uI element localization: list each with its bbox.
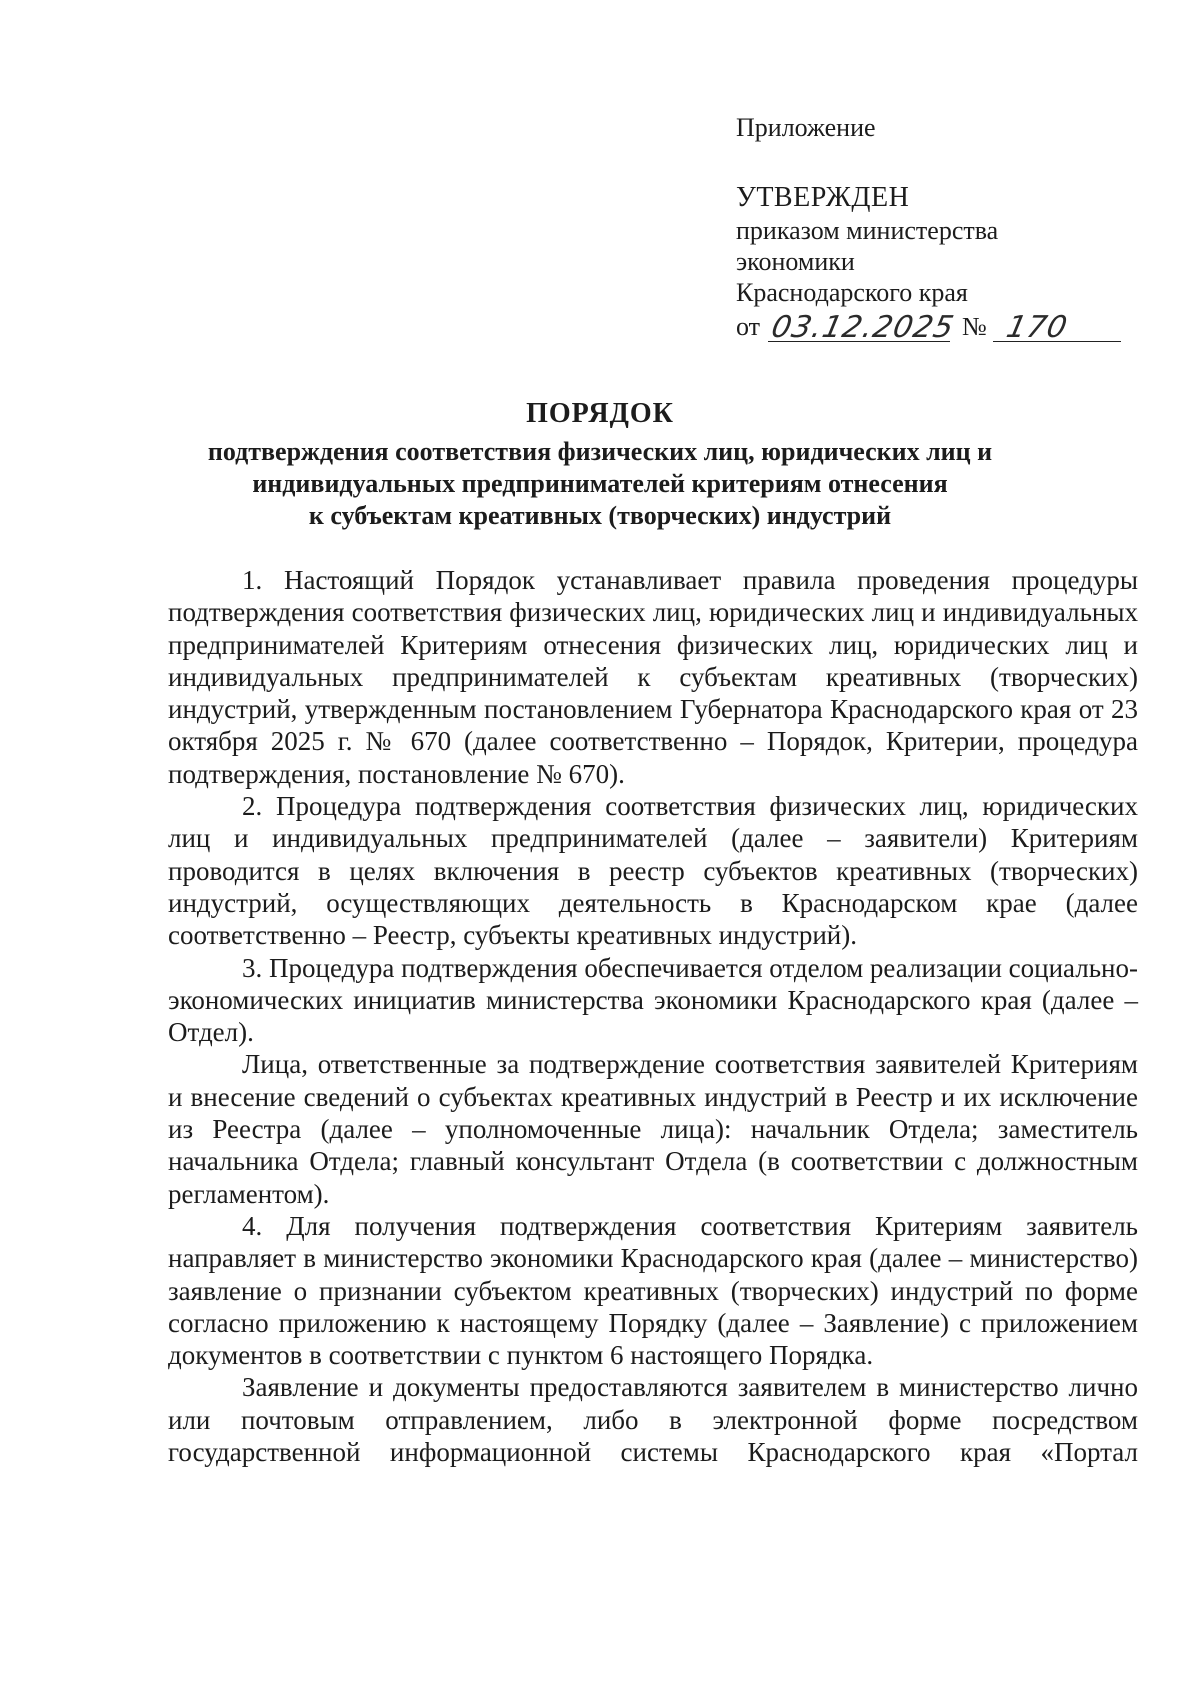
number-field [993, 310, 1121, 345]
approval-line-1: приказом министерства [736, 216, 999, 245]
handwritten-number: 170 [1003, 310, 1071, 345]
paragraph-4: Лица, ответственные за подтверждение соответствия заявителей Критериям и внесение сведений о субъектах креативных индустрий в Реестр и их исключение из Реестра (далее – уполномоченные лица): начальник Отдела; заместитель начальника Отдела; главный консультант Отдела (в соответствии с должностным регламентом). [168, 1049, 1138, 1209]
approved-label: УТВЕРЖДЕН [736, 182, 910, 213]
approval-line-3: Краснодарского края [736, 278, 968, 307]
paragraph-1: 1. Настоящий Порядок устанавливает правила проведения процедуры подтверждения соответствия физических лиц, юридических лиц и индивидуальных предпринимателей Критериям отнесения физических лиц, юридических лиц и индивидуальных предпринимателей к субъектам креативных (творческих) индустрий, утвержденным постановлением Губернатора Краснодарского края от 23 октября 2025 г. № 670 (далее соответственно – Порядок, Критерии, процедура подтверждения, постановление № 670). [168, 565, 1138, 789]
date-prefix: от [736, 312, 761, 341]
document-title [150, 396, 1050, 532]
approval-stamp [736, 112, 1136, 345]
document-body [168, 564, 1138, 1468]
date-number-row [736, 306, 1136, 345]
title-subtitle-line-3: к субъектам креативных (творческих) индустрий [308, 501, 892, 530]
handwritten-date: 03.12.2025 [768, 310, 958, 345]
paragraph-2: 2. Процедура подтверждения соответствия физических лиц, юридических лиц и индивидуальных предпринимателей (далее – заявители) Критериям проводится в целях включения в реестр субъектов креативных (творческих) индустрий, осуществляющих деятельность в Краснодарском крае (далее соответственно – Реестр, субъекты креативных индустрий). [168, 791, 1138, 951]
paragraph-6: Заявление и документы предоставляются заявителем в министерство лично или почтовым отправлением, либо в электронной форме посредством государственной информационной системы Краснодарского края «Портал [168, 1372, 1138, 1468]
approval-line-2: экономики [736, 247, 855, 276]
title-subtitle-line-2: индивидуальных предпринимателей критериям отнесения [252, 469, 948, 498]
number-prefix: № [962, 312, 987, 341]
date-field [768, 310, 958, 345]
paragraph-5: 4. Для получения подтверждения соответствия Критериям заявитель направляет в министерство экономики Краснодарского края (далее – министерство) заявление о признании субъектом креативных (творческих) индустрий по форме согласно приложению к настоящему Порядку (далее – Заявление) с приложением документов в соответствии с пунктом 6 настоящего Порядка. [168, 1210, 1138, 1371]
title-subtitle-line-1: подтверждения соответствия физических лиц, юридических лиц и [207, 437, 993, 466]
paragraph-3: 3. Процедура подтверждения обеспечивается отделом реализации социально-экономических инициатив министерства экономики Краснодарского края (далее – Отдел). [168, 952, 1138, 1048]
title-main: ПОРЯДОК [526, 398, 674, 429]
appendix-label: Приложение [736, 113, 876, 142]
